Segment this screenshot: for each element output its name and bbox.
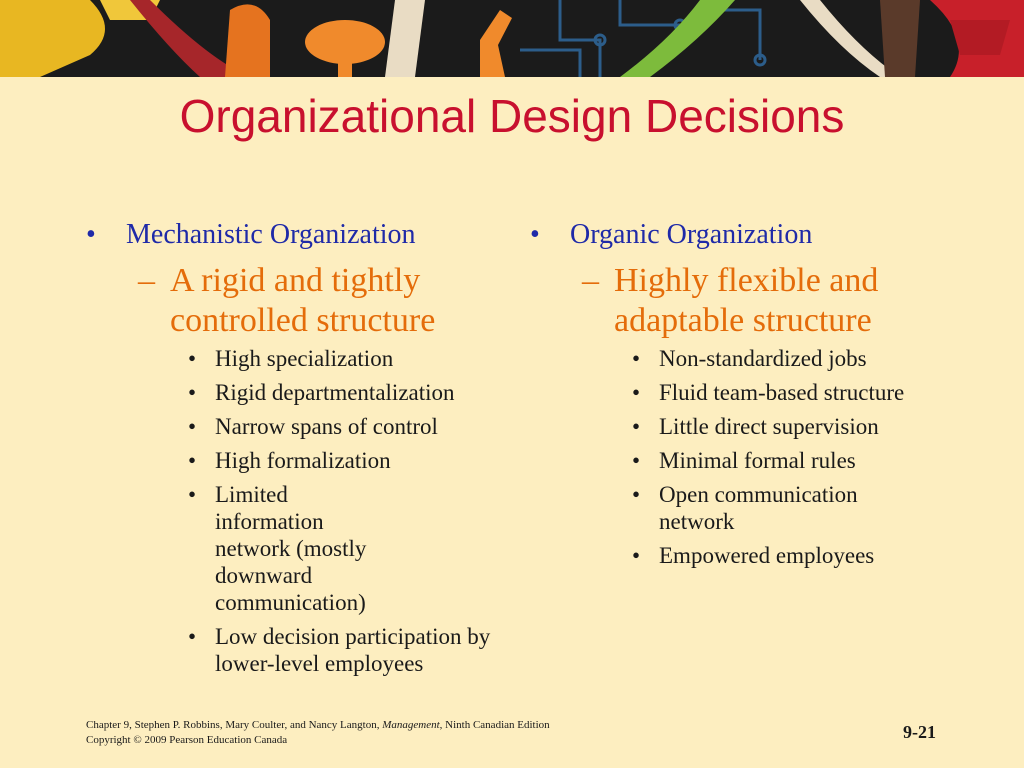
list-item [530,481,970,535]
list-item [86,379,506,406]
mechanistic-column [86,215,506,684]
list-item-text: Little direct supervision [659,414,879,439]
bullet-icon: • [632,448,641,473]
mechanistic-heading: Mechanistic Organization [126,219,416,250]
organic-description-row [530,261,970,341]
organic-column [530,215,970,576]
slide-footer [86,718,550,748]
list-item [530,542,970,569]
organic-heading-row [530,215,970,255]
copyright-line: Copyright © 2009 Pearson Education Canada [86,734,288,746]
organic-heading: Organic Organization [570,219,813,250]
list-item-text: Fluid team-based structure [659,380,905,405]
bullet-icon: • [188,380,197,405]
list-item [530,447,970,474]
bullet-icon: • [86,219,96,250]
bullet-icon: • [632,543,641,568]
book-title: Management, [382,719,443,731]
list-item-text: High formalization [215,448,391,473]
slide-title: Organizational Design Decisions [179,90,845,142]
bullet-icon: • [188,414,197,439]
banner-artwork [0,0,1024,77]
list-item-text: Open communication network [659,482,858,534]
list-item-text: Low decision participation by lower-level employees [215,624,491,676]
mechanistic-heading-row [86,215,506,255]
bullet-icon: • [188,448,197,473]
citation-prefix: Chapter 9, Stephen P. Robbins, Mary Coulter, and Nancy Langton, [86,719,380,731]
mechanistic-description: A rigid and tightly controlled structure [170,262,436,339]
list-item-text: High specialization [215,346,394,371]
list-item-text: Minimal formal rules [659,448,856,473]
citation-line [86,718,550,733]
mechanistic-description-row [86,261,506,341]
slide-number: 9-21 [903,722,936,742]
list-item [530,345,970,372]
bullet-icon: • [632,380,641,405]
list-item-text: Narrow spans of control [215,414,438,439]
list-item [86,447,506,474]
mechanistic-characteristics-list [86,345,506,677]
list-item-text: Empowered employees [659,543,875,568]
list-item [530,413,970,440]
list-item-text: Non-standardized jobs [659,346,867,371]
list-item-text: Limited information network (mostly downward communication) [215,482,367,615]
dash-icon: – [138,262,155,299]
list-item-text: Rigid departmentalization [215,380,455,405]
bullet-icon: • [530,219,540,250]
bullet-icon: • [632,414,641,439]
bullet-icon: • [632,346,641,371]
citation-suffix: Ninth Canadian Edition [445,719,550,731]
bullet-icon: • [632,482,641,507]
list-item [86,345,506,372]
list-item [530,379,970,406]
bullet-icon: • [188,482,197,507]
list-item [86,413,506,440]
list-item [86,623,506,677]
bullet-icon: • [188,346,197,371]
decorative-banner [0,0,1024,77]
organic-description: Highly flexible and adaptable structure [614,262,879,339]
dash-icon: – [582,262,599,299]
bullet-icon: • [188,624,197,649]
list-item [86,481,506,616]
organic-characteristics-list [530,345,970,569]
